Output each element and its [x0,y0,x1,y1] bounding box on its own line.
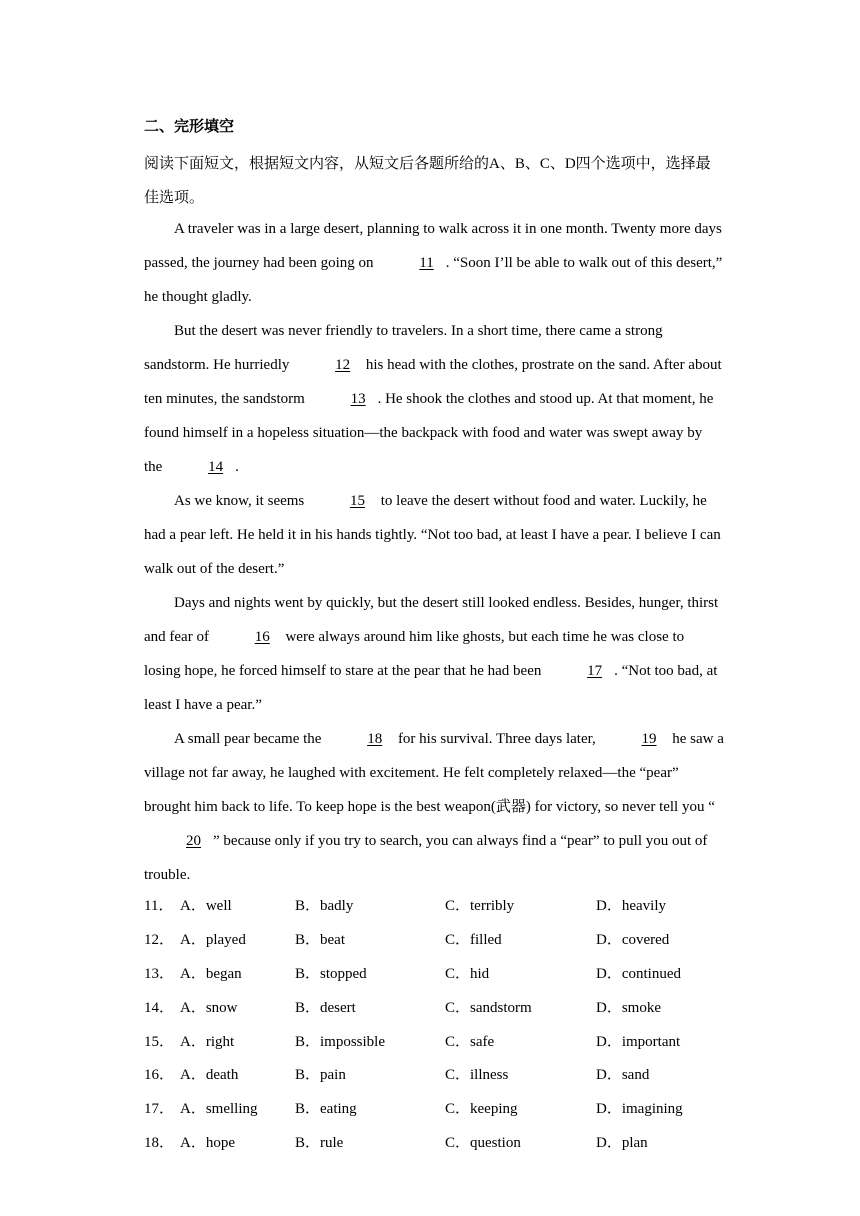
question-options [144,1057,744,1091]
option-a: A．began [180,965,242,982]
option-c: C．safe [445,1033,495,1050]
answer-blank: 19 [641,731,657,747]
answer-blank: 15 [350,493,366,509]
option-b: B．impossible [295,1033,386,1050]
option-d: D．important [596,1033,681,1050]
answer-blank: 11 [419,255,434,271]
passage-text: his head with the clothes, prostrate on the sand. After about ten minutes, the sandstorm [144,357,722,407]
option-b: B．stopped [295,965,367,982]
option-b: B．pain [295,1067,346,1084]
option-d: D．heavily [596,898,666,915]
option-c: C．illness [445,1067,509,1084]
question-options [144,1023,744,1057]
option-a: A．played [180,932,246,949]
passage-paragraph [144,586,724,722]
passage-text: . “Soon I’ll be able to walk out of this desert,” he thought gladly. [144,255,723,305]
question-number: 15． [144,1033,175,1050]
question-number: 16． [144,1067,175,1084]
question-options [144,989,744,1023]
question-options [144,922,744,956]
option-a: A．snow [180,999,238,1016]
question-options [144,888,744,922]
question-number: 11． [144,898,174,915]
option-a: A．right [180,1033,235,1050]
passage-text: . “Not too bad, at least I have a pear.” [144,663,718,713]
option-d: D．sand [596,1067,650,1084]
answer-blank: 18 [367,731,383,747]
option-a: A．death [180,1067,239,1084]
passage-paragraph [144,212,724,314]
passage-text: But the desert was never friendly to travelers. In a short time, there came a strong sandstorm. He hurriedly [144,323,663,373]
option-d: D．plan [596,1134,648,1151]
passage-text: Days and nights went by quickly, but the desert still looked endless. Besides, hunger, thirst and fear of [144,595,719,645]
question-number: 12． [144,932,175,949]
option-a: A．well [180,898,232,915]
passage-text: A traveler was in a large desert, planning to walk across it in one month. Twenty more days passed, the journey had been going on [144,221,722,271]
passage-text: A small pear became the [174,731,326,747]
option-a: A．smelling [180,1101,258,1118]
option-d: D．covered [596,932,670,949]
instructions: 阅读下面短文，根据短文内容，从短文后各题所给的A、B、C、D四个选项中，选择最佳选项。 [144,156,711,206]
passage-text: for his survival. Three days later, [394,731,600,747]
option-c: C．filled [445,932,502,949]
answer-blank: 12 [335,357,351,373]
answer-blank: 17 [587,663,603,679]
option-d: D．smoke [596,999,661,1016]
option-d: D．continued [596,965,681,982]
answer-blank: 13 [350,391,366,407]
passage-text: he saw a village not far away, he laughed with excitement. He felt completely relaxed—the “pear” brought him back to life. To keep hope is the best weapon(武器) for victory, so never tell you “ [144,731,724,815]
option-a: A．hope [180,1134,235,1151]
question-number: 13． [144,965,175,982]
passage-text: ” because only if you try to search, you can always find a “pear” to pull you out of trouble. [144,833,708,883]
passage-text: were always around him like ghosts, but each time he was close to losing hope, he forced himself to stare at the pear that he had been [144,629,685,679]
passage-text: . He shook the clothes and stood up. At that moment, he found himself in a hopeless situation—the backpack with food and water was swept away by the [144,391,714,475]
question-number: 14． [144,999,175,1016]
passage-text: to leave the desert without food and water. Luckily, he had a pear left. He held it in his hands tightly. “Not too bad, at least I have a pear. I believe I can walk out of the desert.” [144,493,721,577]
passage [144,212,724,892]
question-options [144,1091,744,1125]
question-options [144,1125,744,1159]
passage-paragraph [144,484,724,586]
option-c: C．sandstorm [445,999,532,1016]
option-c: C．question [445,1134,521,1151]
section-title: 二、完形填空 [144,119,235,135]
answer-blank: 20 [186,833,201,849]
option-c: C．hid [445,965,490,982]
option-b: B．beat [295,932,345,949]
options-list [144,888,744,1158]
answer-blank: 14 [208,459,224,475]
question-number: 17． [144,1101,175,1118]
passage-text: As we know, it seems [174,493,309,509]
option-b: B．desert [295,999,356,1016]
question-number: 18． [144,1134,175,1151]
passage-paragraph [144,314,724,484]
option-b: B．eating [295,1101,357,1118]
option-c: C．keeping [445,1101,518,1118]
passage-text: . [235,459,239,475]
answer-blank: 16 [254,629,270,645]
option-b: B．badly [295,898,354,915]
option-b: B．rule [295,1134,344,1151]
option-d: D．imagining [596,1101,683,1118]
passage-paragraph [144,722,724,892]
question-options [144,956,744,990]
option-c: C．terribly [445,898,515,915]
